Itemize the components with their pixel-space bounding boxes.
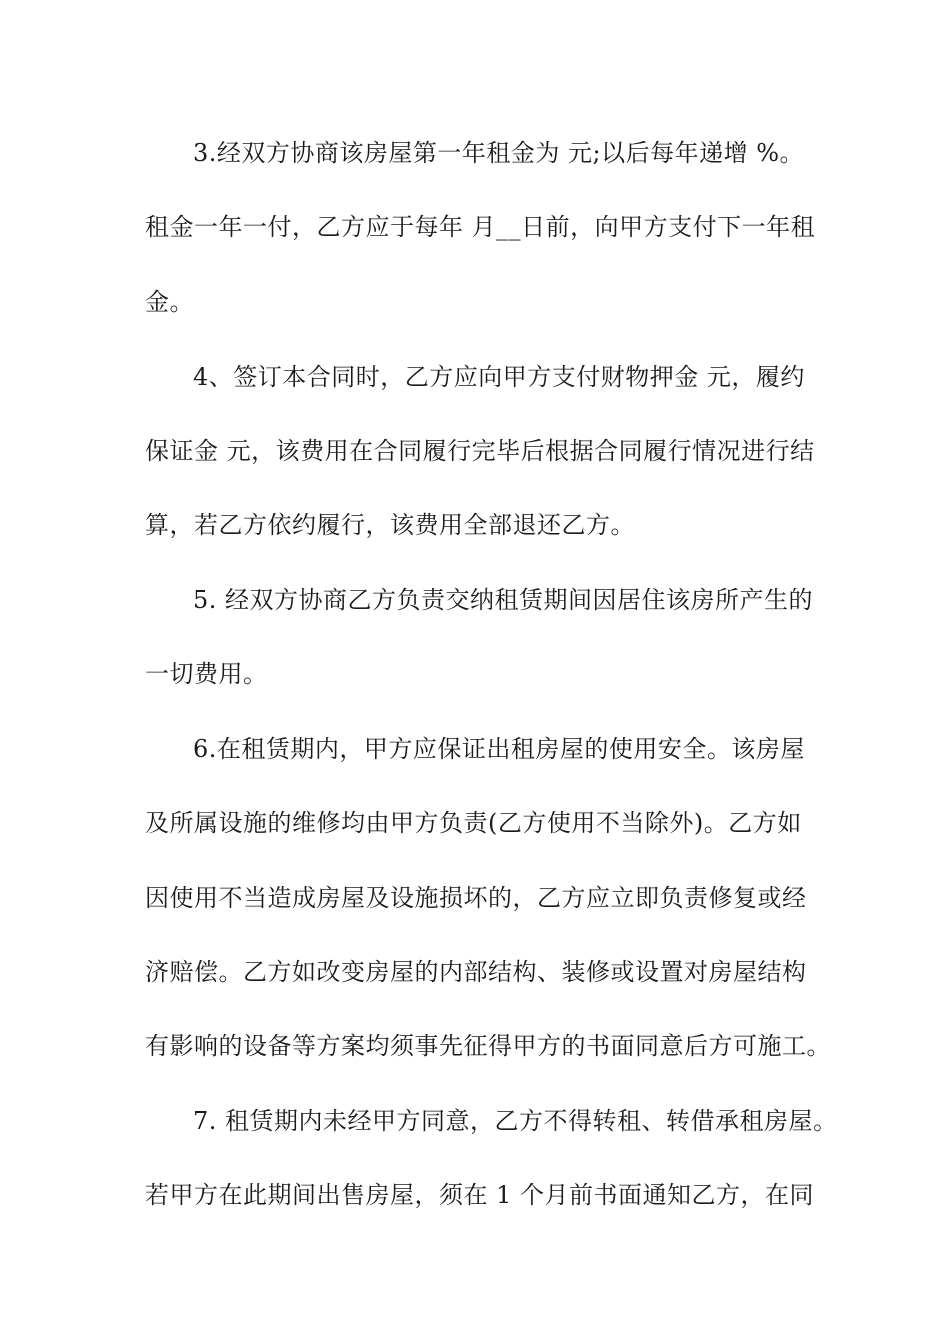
clause-7-line-2: 若甲方在此期间出售房屋，须在 1 个月前书面通知乙方，在同 <box>145 1181 815 1209</box>
clause-4-line-2: 保证金 元，该费用在合同履行完毕后根据合同履行情况进行结 <box>145 437 815 465</box>
clause-4-line-3: 算，若乙方依约履行，该费用全部退还乙方。 <box>145 511 635 539</box>
clause-6-line-4: 济赔偿。乙方如改变房屋的内部结构、装修或设置对房屋结构 <box>145 958 807 986</box>
clause-3-line-1: 3.经双方协商该房屋第一年租金为 元;以后每年递增 %。 <box>193 139 805 167</box>
clause-5-line-1: 5. 经双方协商乙方负责交纳租赁期间因居住该房所产生的 <box>193 586 814 614</box>
clause-3-line-3: 金。 <box>145 288 194 316</box>
clause-3-line-2: 租金一年一付，乙方应于每年 月__日前，向甲方支付下一年租 <box>145 213 816 241</box>
clause-4-line-1: 4、签订本合同时，乙方应向甲方支付财物押金 元，履约 <box>193 363 805 391</box>
clause-5-line-2: 一切费用。 <box>145 660 268 688</box>
clause-6-line-5: 有影响的设备等方案均须事先征得甲方的书面同意后方可施工。 <box>145 1032 831 1060</box>
clause-6-line-1: 6.在租赁期内，甲方应保证出租房屋的使用安全。该房屋 <box>193 735 805 763</box>
clause-6-line-3: 因使用不当造成房屋及设施损坏的，乙方应立即负责修复或经 <box>145 884 807 912</box>
clause-6-line-2: 及所属设施的维修均由甲方负责(乙方使用不当除外)。乙方如 <box>145 809 802 837</box>
clause-7-line-1: 7. 租赁期内未经甲方同意，乙方不得转租、转借承租房屋。 <box>193 1107 838 1135</box>
